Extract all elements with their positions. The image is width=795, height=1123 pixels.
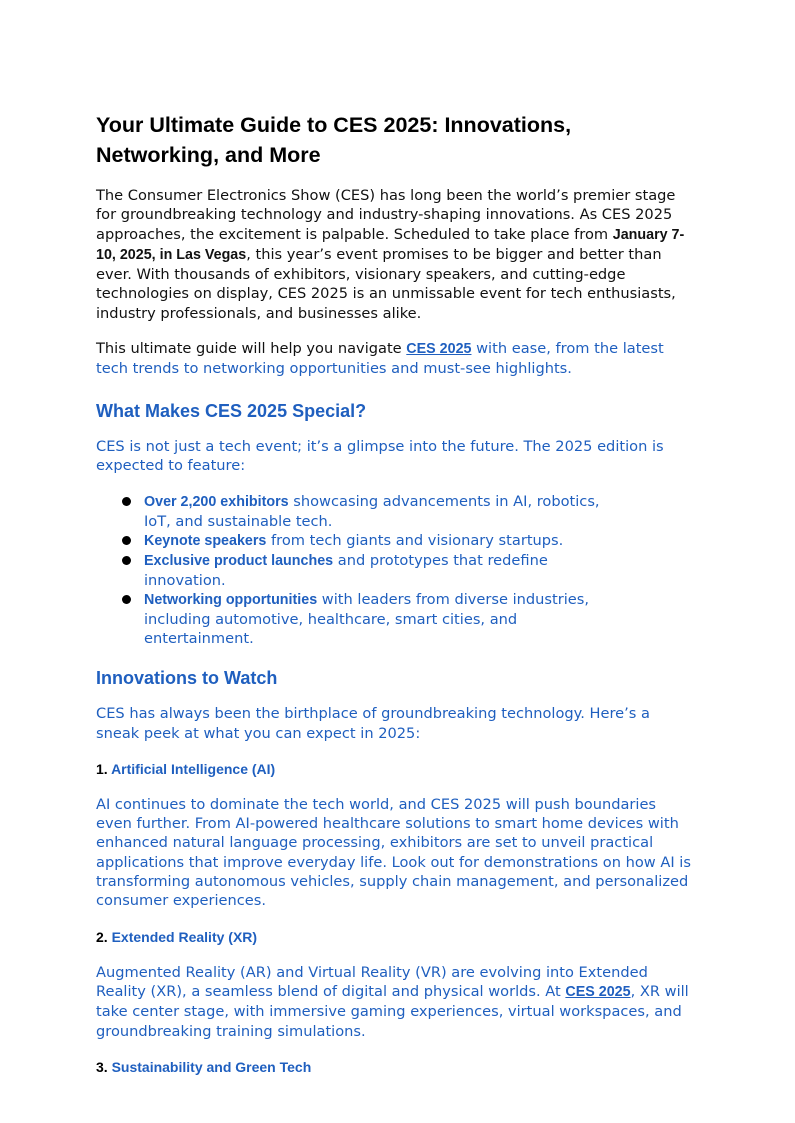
list-item-text: and prototypes that redefine innovation. [144, 552, 548, 590]
list-item-bold: Over 2,200 exhibitors [144, 494, 289, 511]
page-title: Your Ultimate Guide to CES 2025: Innovations, Networking, and More [96, 113, 572, 167]
xr-paragraph [96, 963, 696, 1041]
document-page [96, 110, 696, 1077]
bullet-icon [122, 536, 131, 545]
list-item [120, 590, 614, 648]
list-item [120, 551, 614, 590]
xr-title: Extended Reality (XR) [111, 928, 258, 945]
ai-number: 1. [96, 760, 108, 777]
xr-text-1: Augmented Reality (AR) and Virtual Reality (VR) are evolving into Extended Reality (XR), a seamless blend of digital and physical worlds. At [96, 963, 648, 1000]
ces-2025-link[interactable]: CES 2025 [565, 983, 631, 1000]
guide-paragraph [96, 339, 696, 379]
list-item-bold: Keynote speakers [144, 533, 267, 550]
list-item-text: with leaders from diverse industries, including automotive, healthcare, smart cities, and entertainment. [144, 591, 590, 648]
xr-heading [96, 928, 696, 947]
green-number: 3. [96, 1058, 108, 1075]
list-item [120, 531, 614, 551]
bullet-icon [122, 595, 131, 604]
list-item-text: showcasing advancements in AI, robotics, IoT, and sustainable tech. [144, 493, 600, 531]
green-title: Sustainability and Green Tech [111, 1058, 312, 1075]
special-heading: What Makes CES 2025 Special? [96, 400, 367, 421]
green-heading [96, 1058, 696, 1077]
guide-text-2: with ease, from the latest tech trends to networking opportunities and must-see highlights. [96, 340, 664, 378]
feature-list [96, 492, 696, 648]
intro-paragraph [96, 186, 696, 323]
bullet-icon [122, 497, 131, 506]
ai-title: Artificial Intelligence (AI) [111, 760, 276, 777]
innovations-intro: CES has always been the birthplace of groundbreaking technology. Here’s a sneak peek at what you can expect in 2025: [96, 705, 650, 742]
guide-text-1: This ultimate guide will help you navigate [96, 340, 407, 358]
list-item-bold: Exclusive product launches [144, 553, 334, 570]
intro-text-1: The Consumer Electronics Show (CES) has long been the world’s premier stage for groundbreaking technology and industry-shaping innovations. As CES 2025 approaches, the excitement is palpable. Scheduled to take place from [96, 187, 676, 243]
ces-2025-link[interactable]: CES 2025 [406, 341, 472, 358]
xr-number: 2. [96, 928, 108, 945]
xr-text-2: , XR will take center stage, with immersive gaming experiences, virtual workspaces, and groundbreaking training simulations. [96, 982, 689, 1040]
innovations-heading: Innovations to Watch [96, 668, 278, 689]
bullet-icon [122, 556, 131, 565]
list-item [120, 492, 614, 531]
special-intro: CES is not just a tech event; it’s a glimpse into the future. The 2025 edition is expected to feature: [96, 437, 664, 474]
ai-paragraph: AI continues to dominate the tech world, and CES 2025 will push boundaries even further. From AI-powered healthcare solutions to smart home devices with enhanced natural language processing, exhibitors are set to unveil practical applications that improve everyday life. Look out for demonstrations on how AI is transforming autonomous vehicles, supply chain management, and personalized consumer experiences. [96, 795, 691, 910]
list-item-bold: Networking opportunities [144, 592, 318, 609]
intro-text-2: , this year’s event promises to be bigger and better than ever. With thousands of exhibitors, visionary speakers, and cutting-edge technologies on display, CES 2025 is an unmissable event for tech enthusiasts, industry professionals, and businesses alike. [96, 245, 676, 322]
list-item-text: from tech giants and visionary startups. [266, 532, 564, 550]
ai-heading [96, 760, 696, 779]
event-date: January 7-10, 2025, in Las Vegas [96, 226, 685, 263]
